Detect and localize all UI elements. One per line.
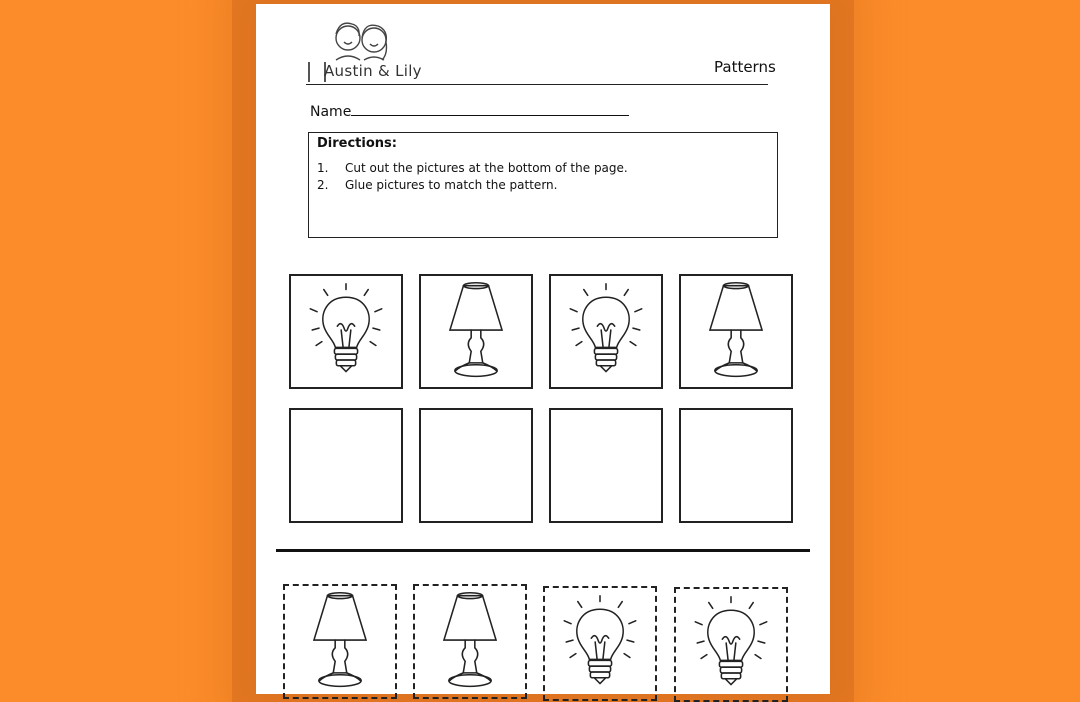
brand-logo xyxy=(306,12,426,84)
header-rule xyxy=(306,84,768,85)
directions-list xyxy=(317,161,769,192)
directions-box xyxy=(308,132,778,238)
direction-step: 1. Cut out the pictures at the bottom of the page. xyxy=(317,161,628,175)
directions-heading: Directions: xyxy=(317,136,397,151)
name-blank-line[interactable] xyxy=(351,102,629,116)
cutout-card[interactable] xyxy=(413,584,527,699)
table-lamp-icon xyxy=(415,586,525,697)
light-bulb-icon xyxy=(676,589,786,700)
light-bulb-icon xyxy=(291,276,401,387)
pattern-cell xyxy=(289,274,403,389)
cut-divider xyxy=(276,549,810,552)
name-label: Name xyxy=(310,104,352,120)
worksheet-page xyxy=(256,4,830,694)
answer-box[interactable] xyxy=(679,408,793,523)
pattern-cell xyxy=(549,274,663,389)
pattern-cell xyxy=(419,274,533,389)
table-lamp-icon xyxy=(421,276,531,387)
table-lamp-icon xyxy=(681,276,791,387)
light-bulb-icon xyxy=(545,588,655,699)
name-field[interactable] xyxy=(310,102,629,120)
answer-box[interactable] xyxy=(289,408,403,523)
light-bulb-icon xyxy=(551,276,661,387)
answer-box[interactable] xyxy=(419,408,533,523)
kids-faces-icon xyxy=(306,12,426,62)
cutout-card[interactable] xyxy=(674,587,788,702)
direction-step: 2. Glue pictures to match the pattern. xyxy=(317,178,558,192)
cutout-card[interactable] xyxy=(543,586,657,701)
brand-name: Austin & Lily xyxy=(324,62,422,80)
pattern-cell xyxy=(679,274,793,389)
table-lamp-icon xyxy=(285,586,395,697)
cutout-card[interactable] xyxy=(283,584,397,699)
answer-box[interactable] xyxy=(549,408,663,523)
worksheet-title: Patterns xyxy=(714,58,776,76)
